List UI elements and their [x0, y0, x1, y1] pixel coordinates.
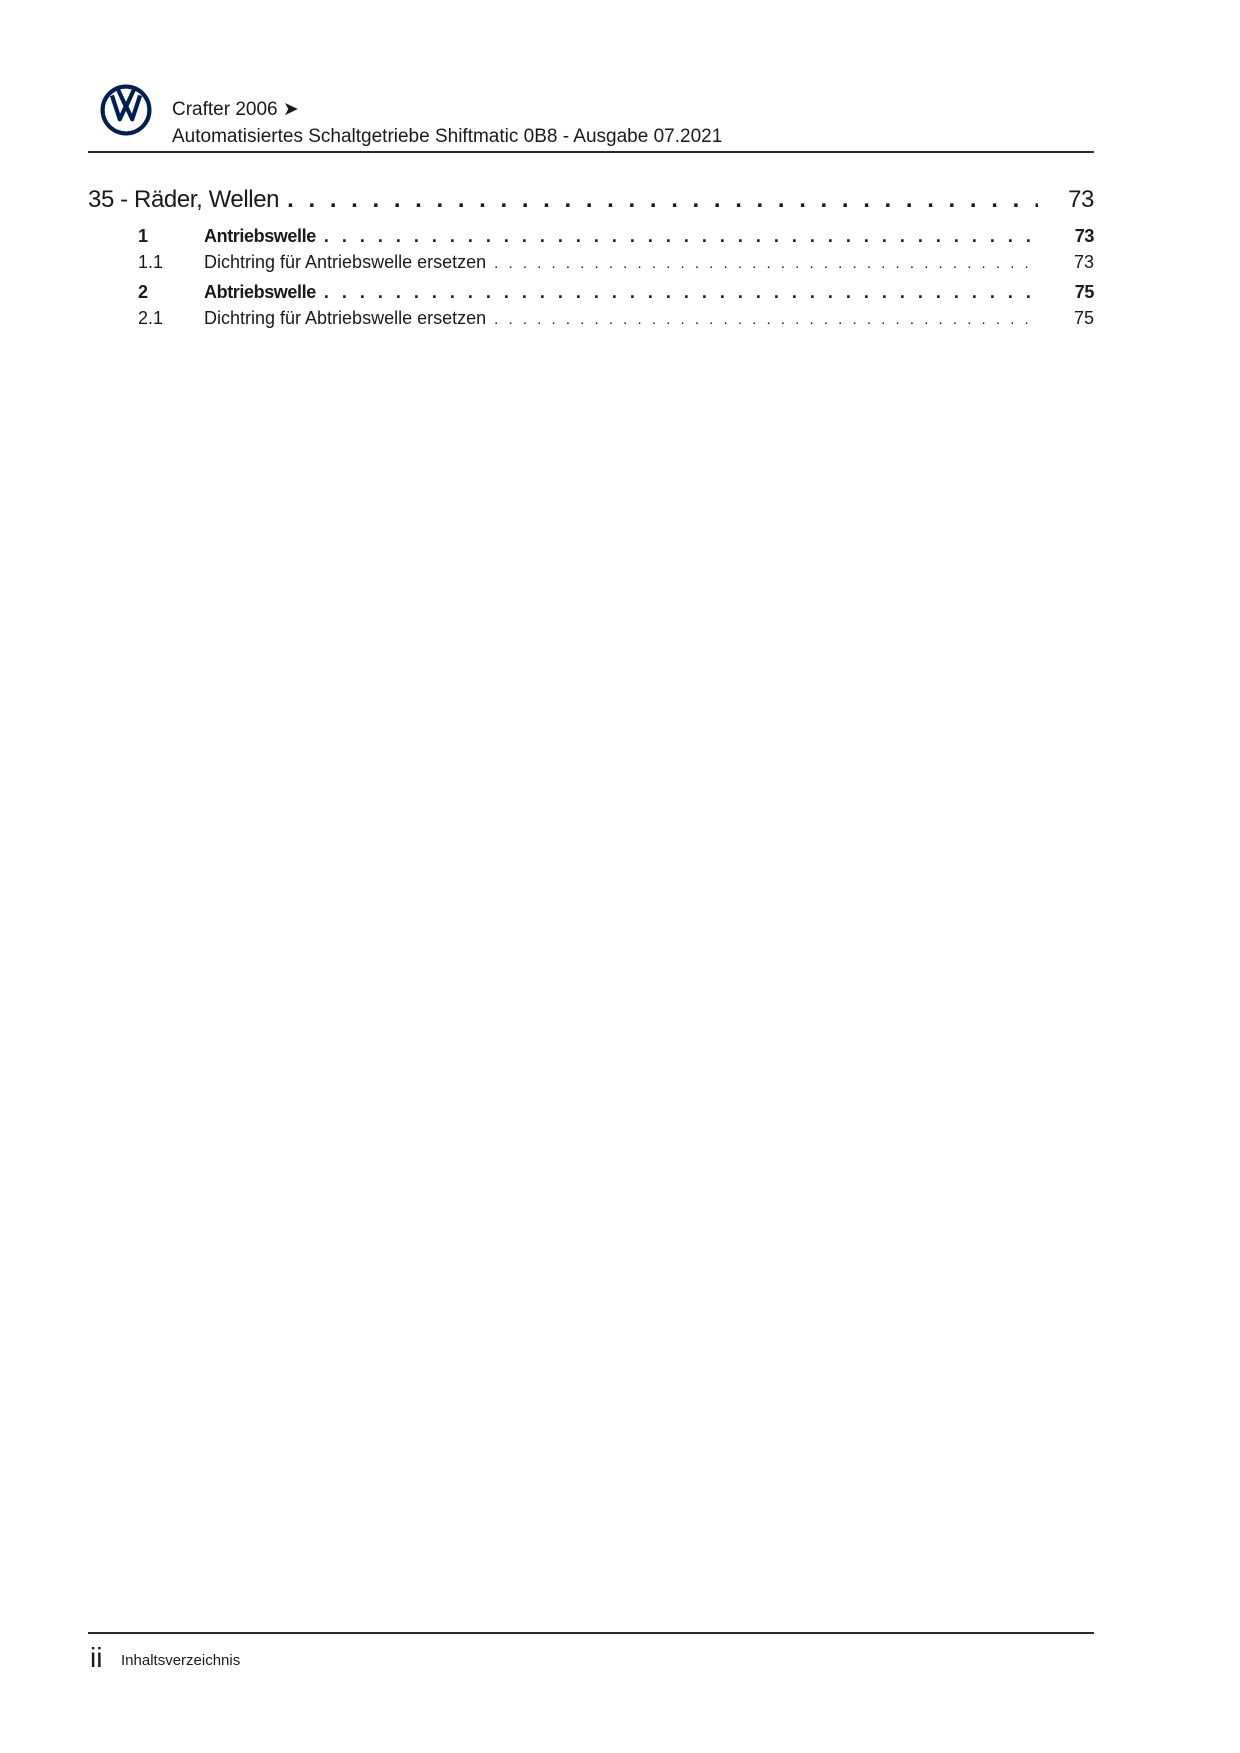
section-title: Antriebswelle — [204, 226, 316, 246]
subsection-title: Dichtring für Abtriebswelle ersetzen — [204, 308, 487, 328]
toc-subsection-entry[interactable] — [88, 252, 1094, 282]
dot-leader — [287, 186, 1038, 214]
page-header — [88, 84, 1094, 152]
subsection-page-number: 75 — [1073, 308, 1094, 328]
toc-subsection-entry[interactable] — [88, 308, 1094, 338]
chapter-title: 35 - Räder, Wellen — [88, 186, 280, 213]
model-line: Crafter 2006 ➤ — [172, 99, 299, 120]
dot-leader — [494, 255, 1038, 272]
section-number: 2 — [138, 282, 148, 302]
subsection-title: Dichtring für Antriebswelle ersetzen — [204, 252, 487, 272]
subsection-page-number: 73 — [1073, 252, 1094, 272]
dot-leader — [324, 226, 1038, 247]
toc-chapter-entry[interactable] — [88, 186, 1094, 226]
chapter-page-number: 73 — [1068, 186, 1094, 213]
section-number: 1 — [138, 226, 148, 246]
subsection-number: 2.1 — [138, 308, 164, 328]
footer-page-number: ii — [90, 1642, 103, 1673]
dot-leader — [494, 311, 1038, 328]
dot-leader — [324, 282, 1038, 303]
table-of-contents — [88, 186, 1094, 338]
vw-logo-icon — [100, 84, 152, 136]
footer-divider — [88, 1632, 1094, 1634]
page-footer — [88, 1632, 1094, 1682]
footer-section-label: Inhaltsverzeichnis — [121, 1652, 241, 1669]
document-title: Automatisiertes Schaltgetriebe Shiftmatic 0B8 - Ausgabe 07.2021 — [172, 126, 723, 147]
toc-section-entry[interactable] — [88, 226, 1094, 252]
section-page-number: 75 — [1074, 282, 1094, 302]
header-divider — [88, 151, 1094, 153]
section-title: Abtriebswelle — [204, 282, 316, 302]
section-page-number: 73 — [1074, 226, 1094, 246]
toc-section-entry[interactable] — [88, 282, 1094, 308]
subsection-number: 1.1 — [138, 252, 164, 272]
